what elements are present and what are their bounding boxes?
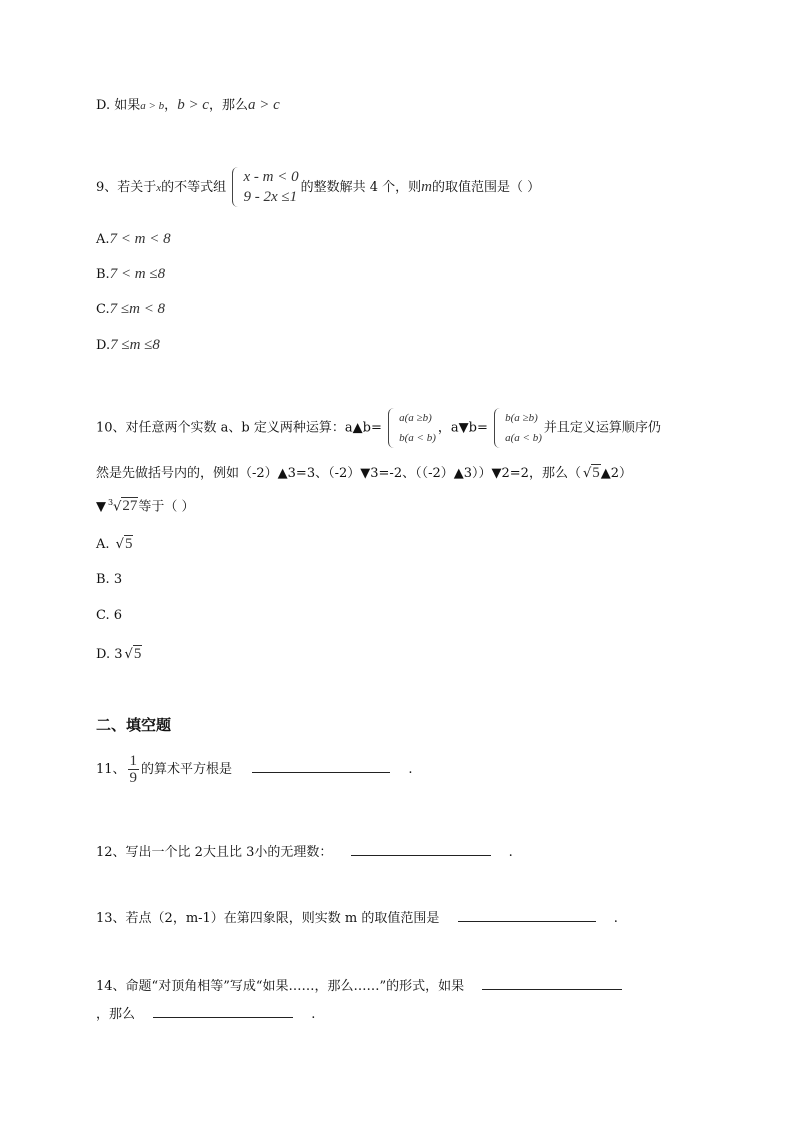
question-10-line2: 然是先做括号内的，例如（-2）▲3=3、（-2）▼3=-2、（（-2）▲3））▼2=2，那么（ √5▲2） xyxy=(96,465,633,481)
q10-option-d[interactable]: D. 3 √5 xyxy=(96,646,142,662)
question-12: 12、写出一个比 2大且比 3小的无理数： . xyxy=(96,841,513,862)
q9-option-d[interactable]: D.7 ≤m ≤8 xyxy=(96,337,160,353)
answer-blank-11[interactable] xyxy=(252,758,390,773)
inverted-triangle-op-definition: b(a ≥b) a(a < b) xyxy=(494,406,542,450)
question-14-line2: ，那么 . xyxy=(96,1003,315,1024)
question-9-stem: 9、若关于x的不等式组 x - m < 0 9 - 2x ≤1 的整数解共 4 个，则m的取值范围是（ ） xyxy=(96,166,540,209)
q9-option-c[interactable]: C.7 ≤m < 8 xyxy=(96,301,166,317)
question-11: 11、 $\frac{1}{9}$ 的算术平方根是 . xyxy=(96,753,413,786)
q10-option-b[interactable]: B. 3 xyxy=(96,572,123,587)
q8-option-d: D. 如果a > b，b > c，那么a > c xyxy=(96,97,280,113)
answer-blank-14b[interactable] xyxy=(153,1003,293,1018)
triangle-op-definition: a(a ≥b) b(a < b) xyxy=(388,406,436,450)
q10-option-a[interactable]: A. √5 xyxy=(96,536,133,552)
question-14: 14、命题“对顶角相等”写成“如果……，那么……”的形式，如果 xyxy=(96,975,622,996)
q10-option-c[interactable]: C. 6 xyxy=(96,608,123,623)
cube-root-27: $^3$√27 xyxy=(108,498,138,515)
answer-blank-14a[interactable] xyxy=(482,975,622,990)
question-10-stem: 10、对任意两个实数 a、b 定义两种运算：a▲b= a(a ≥b) b(a < b) ，a▼b= b(a ≥b) a(a < b) 并且定义运算顺序仍 xyxy=(96,406,661,451)
inequality-system: x - m < 0 9 - 2x ≤1 xyxy=(232,167,298,209)
q9-option-b[interactable]: B.7 < m ≤8 xyxy=(96,266,166,282)
fraction-one-ninth: $\frac{1}{9}$ xyxy=(129,753,138,786)
answer-blank-12[interactable] xyxy=(351,841,491,856)
left-brace xyxy=(232,167,239,207)
question-13: 13、若点（2，m-1）在第四象限，则实数 m 的取值范围是 . xyxy=(96,907,618,928)
q9-option-a[interactable]: A.7 < m < 8 xyxy=(96,231,171,247)
answer-blank-13[interactable] xyxy=(458,907,596,922)
section-title: 二、填空题 xyxy=(96,716,172,734)
sqrt-5: √5 xyxy=(124,646,142,662)
sqrt-5: √5 xyxy=(115,536,133,552)
left-brace xyxy=(494,408,501,448)
sqrt-5: √5 xyxy=(582,465,600,481)
left-brace xyxy=(388,408,395,448)
question-10-line3: ▼ $^3$√27等于（ ） xyxy=(96,494,195,516)
